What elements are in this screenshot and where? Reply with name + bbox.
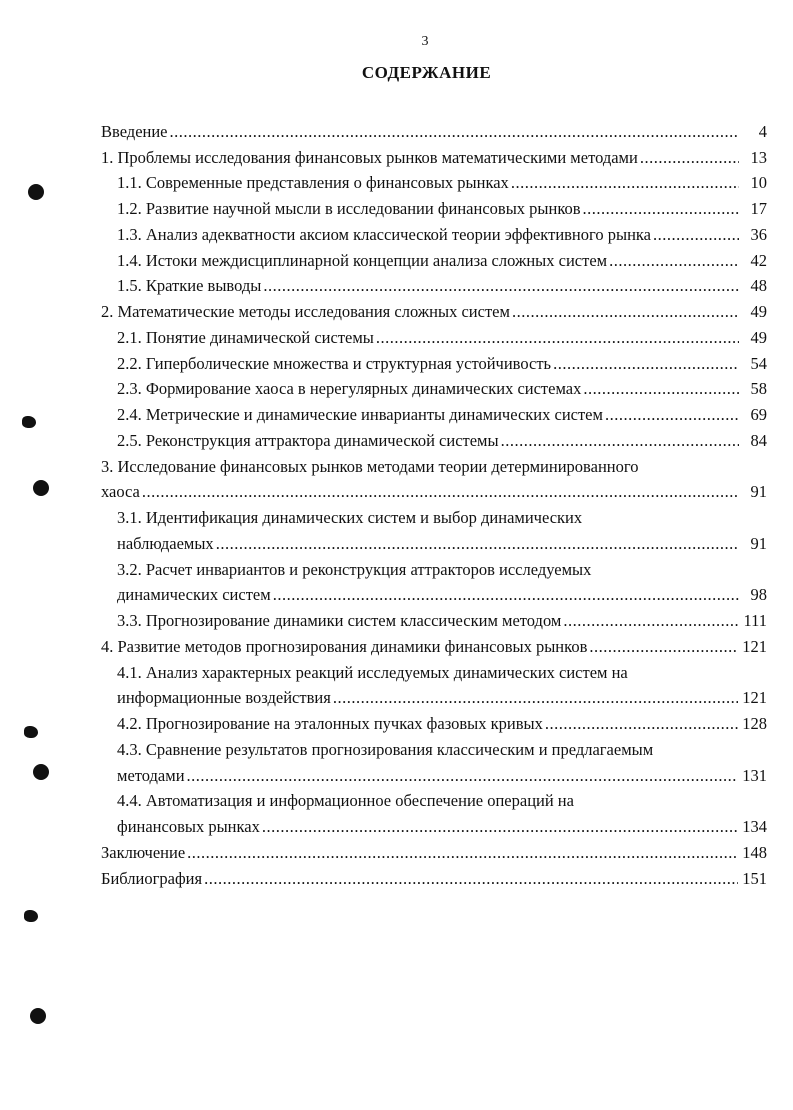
binder-hole-mark [24,910,38,922]
toc-entry-text: 4. Развитие методов прогнозирования динамики финансовых рынков [101,636,588,656]
toc-entry-text: 2.2. Гиперболические множества и структурная устойчивость [117,353,552,373]
toc-page-number: 98 [750,585,767,605]
toc-entry-text: Заключение [101,842,186,862]
binder-hole-mark [33,764,49,780]
binder-hole-mark [24,726,38,738]
binder-hole-mark [30,1008,46,1024]
toc-page-number: 128 [742,714,767,733]
page-number: 3 [421,34,429,49]
toc-entry-conclusion[interactable] [101,837,767,863]
toc-entry-section-1-4[interactable] [101,245,767,271]
toc-page-number: 13 [750,147,767,167]
toc-entry-text: 2.4. Метрические и динамические инварианты динамических систем [117,405,603,424]
toc-leader-dots [187,843,738,863]
toc-leader-dots [204,869,738,889]
toc-entry-section-1-3[interactable] [101,219,767,245]
toc-page-number: 151 [742,868,767,888]
toc-entry-section-4-3[interactable] [101,734,767,786]
toc-entry-text: 1.4. Истоки междисциплинарной концепции анализа сложных систем [117,250,608,270]
toc-entry-text-continued: динамических систем [117,585,271,605]
binder-hole-mark [33,480,49,496]
toc-leader-dots [545,714,738,734]
toc-leader-dots [583,379,739,399]
toc-page-number: 148 [742,842,767,862]
toc-leader-dots [262,817,738,837]
toc-entry-text: 2. Математические методы исследования сложных систем [101,302,510,321]
binder-hole-mark [28,184,44,200]
toc-entry-text-continued: наблюдаемых [117,533,214,553]
toc-page-number: 111 [743,611,767,630]
toc-leader-dots [273,585,739,605]
toc-entry-text: 3.1. Идентификация динамических систем и выбор динамических [117,508,583,527]
toc-leader-dots [187,766,739,786]
toc-entry-text: 1.2. Развитие научной мысли в исследовании финансовых рынков [117,199,581,218]
toc-entry-text: 3. Исследование финансовых рынков методами теории детерминированного [101,456,639,476]
toc-page-number: 4 [758,121,767,141]
toc-leader-dots [263,276,739,296]
toc-entry-text-continued: информационные воздействия [117,688,331,708]
toc-entry-section-2-2[interactable] [101,348,767,374]
toc-entry-section-3-2[interactable] [101,554,767,606]
toc-entry-text: 3.2. Расчет инвариантов и реконструкция аттракторов исследуемых [117,559,592,579]
toc-leader-dots [583,199,739,219]
toc-entry-text: Библиография [101,868,203,888]
toc-entry-section-2-5[interactable] [101,425,767,451]
toc-entry-text: 4.1. Анализ характерных реакций исследуемых динамических систем на [117,662,628,682]
toc-entry-section-4-4[interactable] [101,786,767,838]
toc-page-number: 91 [750,533,767,553]
toc-page-number: 49 [750,302,767,321]
toc-entry-text: 4.4. Автоматизация и информационное обеспечение операций на [117,791,574,811]
toc-entry-text: 2.3. Формирование хаоса в нерегулярных динамических системах [117,379,582,399]
toc-leader-dots [553,354,739,374]
toc-leader-dots [605,405,739,425]
toc-entry-text-continued: хаоса [101,482,140,502]
toc-leader-dots [511,173,739,193]
toc-leader-dots [376,328,739,348]
toc-leader-dots [640,148,739,168]
toc-page-number: 121 [742,636,767,656]
binder-hole-mark [22,416,36,428]
toc-entry-text: 4.2. Прогнозирование на эталонных пучках фазовых кривых [117,714,543,733]
toc-entry-chapter-3[interactable] [101,451,767,503]
toc-entry-text: 1.3. Анализ адекватности аксиом классической теории эффективного рынка [117,224,652,244]
toc-entry-section-1-2[interactable] [101,193,767,219]
toc-page-number: 48 [750,276,767,296]
toc-entry-section-4-1[interactable] [101,657,767,709]
toc-page-number: 58 [750,379,767,399]
toc-leader-dots [512,302,739,322]
toc-entry-introduction[interactable] [101,116,767,142]
toc-leader-dots [333,688,738,708]
page-title: СОДЕРЖАНИЕ [361,63,492,82]
toc-entry-text: 3.3. Прогнозирование динамики систем классическим методом [117,611,562,630]
toc-entry-chapter-1[interactable] [101,142,767,168]
toc-leader-dots [609,251,739,271]
toc-entry-section-1-5[interactable] [101,271,767,297]
toc-entry-chapter-2[interactable] [101,296,767,322]
toc-entry-bibliography[interactable] [101,863,767,889]
toc-entry-text: 1.5. Краткие выводы [117,276,262,296]
toc-entry-text: Введение [101,121,168,141]
toc-entry-section-2-1[interactable] [101,322,767,348]
toc-leader-dots [501,431,739,451]
toc-leader-dots [563,611,739,631]
toc-entry-text: 1.1. Современные представления о финансовых рынках [117,173,509,193]
toc-page-number: 10 [750,173,767,193]
toc-entry-section-2-4[interactable] [101,399,767,425]
toc-leader-dots [216,534,739,554]
toc-entry-text: 2.5. Реконструкция аттрактора динамической системы [117,430,499,450]
toc-entry-section-2-3[interactable] [101,374,767,400]
toc-entry-section-1-1[interactable] [101,168,767,194]
toc-leader-dots [170,122,739,142]
toc-entry-text: 1. Проблемы исследования финансовых рынков математическими методами [101,147,638,167]
toc-page-number: 54 [750,353,767,373]
toc-entry-chapter-4[interactable] [101,631,767,657]
toc-page-number: 131 [742,765,767,785]
table-of-contents [101,116,767,889]
toc-page-number: 121 [742,688,767,708]
toc-entry-section-4-2[interactable] [101,708,767,734]
toc-entry-text-continued: финансовых рынках [117,817,260,836]
toc-entry-text: 4.3. Сравнение результатов прогнозирования классическим и предлагаемым [117,739,654,759]
toc-entry-section-3-1[interactable] [101,502,767,554]
toc-page-number: 84 [750,430,767,450]
toc-page-number: 36 [750,224,767,244]
toc-page-number: 17 [750,199,767,218]
toc-page-number: 42 [750,250,767,270]
toc-page-number: 49 [750,327,767,347]
toc-leader-dots [142,482,739,502]
toc-leader-dots [653,225,739,245]
toc-entry-text-continued: методами [117,765,185,785]
toc-page-number: 91 [750,482,767,502]
toc-entry-text: 2.1. Понятие динамической системы [117,327,374,347]
toc-page-number: 69 [750,405,767,424]
toc-page-number: 134 [742,817,767,836]
toc-leader-dots [589,637,738,657]
toc-entry-section-3-3[interactable] [101,605,767,631]
